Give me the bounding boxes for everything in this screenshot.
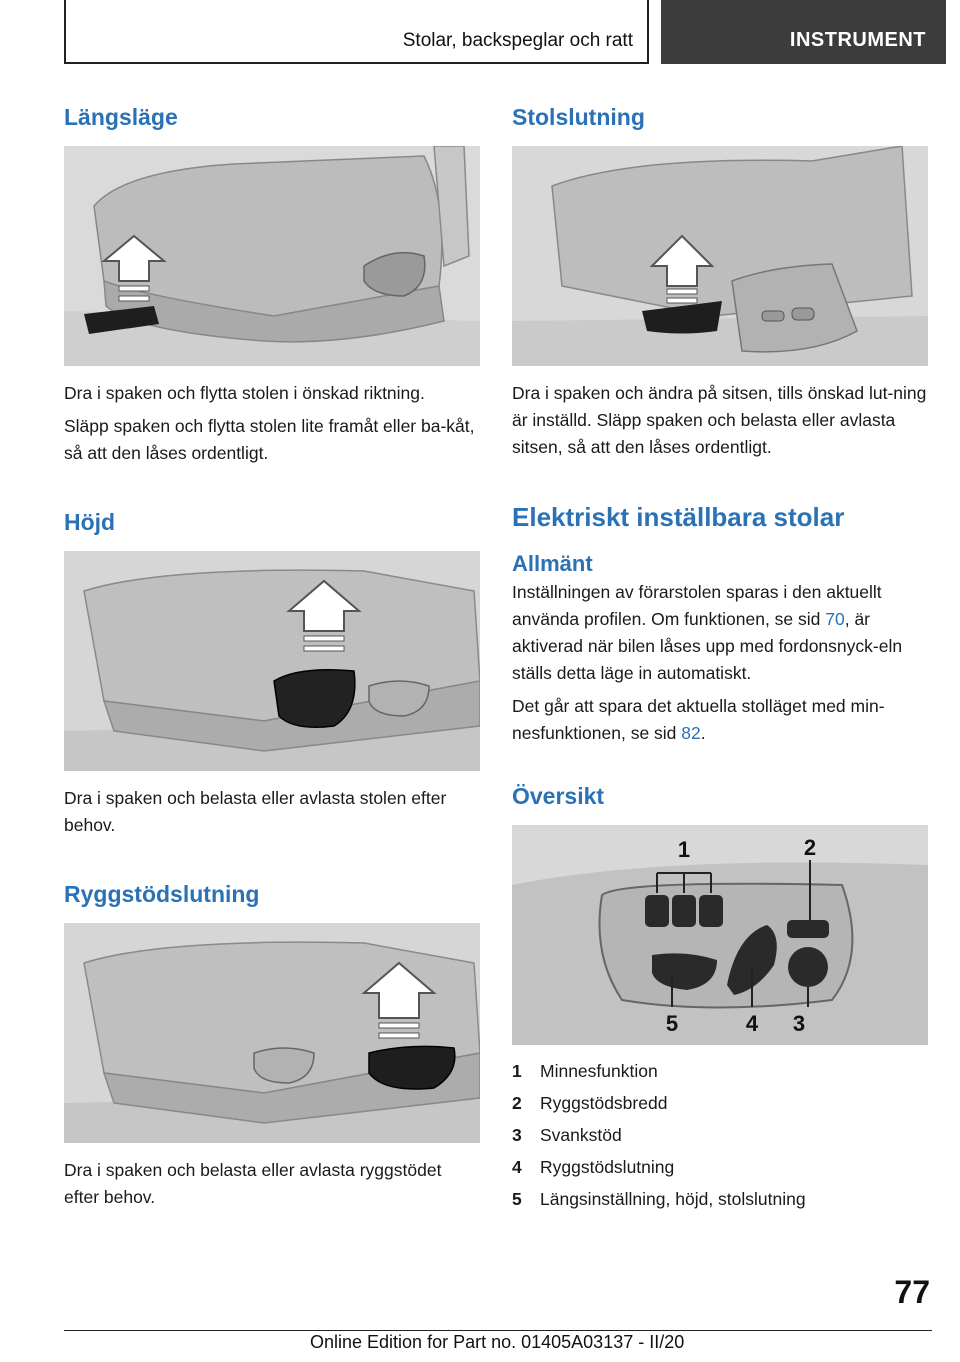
subsection-title-allmant: Allmänt xyxy=(512,551,593,576)
stolslutning-paragraph-1: Dra i spaken och ändra på sitsen, tills önskad lut-ning är inställd. Släpp spaken och belasta eller avlasta sitsen, så att den låses ordentligt. xyxy=(512,383,927,457)
header-chapter-box xyxy=(661,0,946,64)
callout-4: 4 xyxy=(745,1011,759,1036)
page-link-82[interactable]: 82 xyxy=(681,723,701,743)
hojd-paragraph-1: Dra i spaken och belasta eller avlasta stolen efter behov. xyxy=(64,788,447,835)
callout-2: 2 xyxy=(803,835,817,860)
seat-controls-overview-illustration xyxy=(512,825,928,1045)
seat-longitudinal-illustration xyxy=(64,146,480,366)
page-link-70[interactable]: 70 xyxy=(825,609,845,629)
section-title-ryggstod: Ryggstödslutning xyxy=(64,881,260,907)
header-section-title: Stolar, backspeglar och ratt xyxy=(402,30,633,51)
page-number: 77 xyxy=(894,1274,930,1310)
legend-item: 2 Ryggstödsbredd xyxy=(512,1093,668,1113)
langslage-paragraph-1: Dra i spaken och flytta stolen i önskad riktning. xyxy=(64,383,425,403)
legend-item: 1 Minnesfunktion xyxy=(512,1061,658,1081)
seat-height-illustration xyxy=(64,551,480,771)
header-section-box xyxy=(64,0,649,64)
seat-tilt-illustration xyxy=(512,146,928,366)
section-title-langslage: Längsläge xyxy=(64,104,178,130)
legend-item: 4 Ryggstödslutning xyxy=(512,1157,675,1177)
footer-edition: Online Edition for Part no. 01405A03137 - II/20 xyxy=(310,1332,685,1352)
right-column xyxy=(512,100,928,1215)
allmant-paragraph-1: Inställningen av förarstolen sparas i den aktuellt använda profilen. Om funktionen, se sid 70, är aktiverad när bilen låses upp med fordonsnyck-eln ställs detta läge in automatiskt. xyxy=(512,582,903,683)
ryggstod-paragraph-1: Dra i spaken och belasta eller avlasta ryggstödet efter behov. xyxy=(64,1160,442,1207)
callout-3: 3 xyxy=(792,1011,806,1036)
legend-item: 3 Svankstöd xyxy=(512,1125,622,1145)
legend-item: 5 Längsinställning, höjd, stolslutning xyxy=(512,1189,806,1209)
section-title-oversikt: Översikt xyxy=(512,783,605,809)
section-title-hojd: Höjd xyxy=(64,509,116,535)
callout-5: 5 xyxy=(665,1011,679,1036)
langslage-paragraph-2: Släpp spaken och flytta stolen lite framåt eller ba-kåt, så att den låses ordentligt. xyxy=(64,416,475,463)
header-chapter-title: INSTRUMENT xyxy=(789,29,926,51)
overview-legend xyxy=(512,1055,928,1215)
section-title-elektriskt: Elektriskt inställbara stolar xyxy=(512,502,845,532)
seat-backrest-illustration xyxy=(64,923,480,1143)
footer-divider xyxy=(64,1330,932,1331)
left-column xyxy=(64,100,480,1211)
allmant-paragraph-2: Det går att spara det aktuella stolläget med min-nesfunktionen, se sid 82. xyxy=(512,696,885,743)
section-title-stolslutning: Stolslutning xyxy=(512,104,645,130)
callout-1: 1 xyxy=(677,837,691,862)
